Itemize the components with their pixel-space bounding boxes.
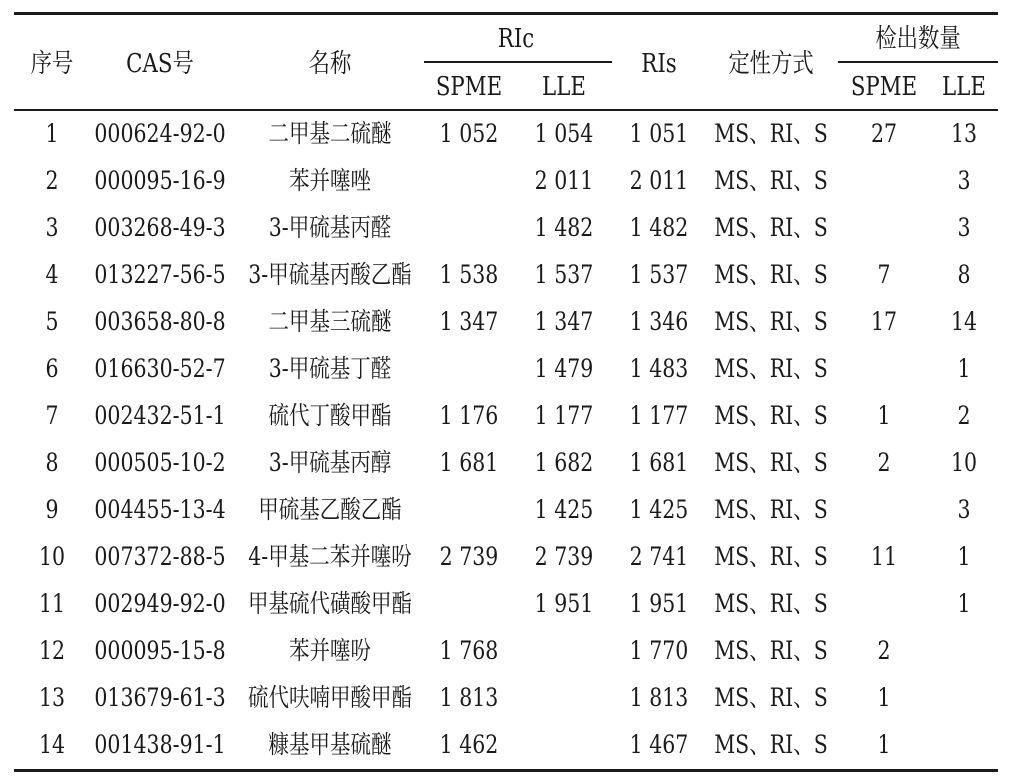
cell-ric-spme: 1 768 [439,636,499,665]
cell-no: 10 [38,542,66,571]
cell-ric-spme: 1 813 [439,683,499,712]
header-method: 定性方式 [728,49,814,79]
cell-ric-lle: 2 739 [534,542,594,571]
cell-detect-spme: 11 [870,542,898,571]
cell-name: 苯并噻吩 [288,636,372,665]
header-name: 名称 [308,49,352,79]
cell-name: 苯并噻唑 [288,166,372,195]
cell-ris: 1 467 [629,730,689,759]
cell-cas: 013679-61-3 [94,683,226,712]
cell-no: 11 [38,589,66,618]
cell-ric-lle: 1 951 [534,589,594,618]
cell-ric-lle: 1 537 [534,260,594,289]
cell-ric-lle: 1 054 [534,119,594,148]
cell-ris: 1 537 [629,260,689,289]
detect-sub-rule [838,61,998,63]
header-ric: RIc [497,24,535,54]
cell-ris: 2 741 [629,542,689,571]
cell-method: MS、RI、S [714,542,828,571]
cell-method: MS、RI、S [714,307,828,336]
cell-no: 5 [45,307,59,336]
cell-ris: 1 482 [629,213,689,242]
cell-cas: 016630-52-7 [94,354,226,383]
header-no: 序号 [30,49,74,79]
cell-ris: 1 425 [629,495,689,524]
cell-method: MS、RI、S [714,166,828,195]
header-ris: RIs [641,49,677,79]
cell-method: MS、RI、S [714,354,828,383]
cell-detect-spme: 2 [877,448,891,477]
cell-method: MS、RI、S [714,401,828,430]
cell-cas: 013227-56-5 [94,260,226,289]
cell-ric-lle: 2 011 [534,166,594,195]
cell-ris: 1 951 [629,589,689,618]
header-ric-spme: SPME [435,72,503,102]
cell-ric-lle: 1 479 [534,354,594,383]
cell-method: MS、RI、S [714,730,828,759]
cell-ric-lle: 1 682 [534,448,594,477]
cell-detect-spme: 1 [877,683,891,712]
cell-detect-lle: 8 [957,260,971,289]
cell-cas: 003658-80-8 [94,307,226,336]
header-detect: 检出数量 [875,24,961,54]
cell-no: 1 [45,119,59,148]
header-bottom-rule [14,109,998,111]
cell-ric-spme: 1 681 [439,448,499,477]
cell-detect-spme: 17 [870,307,898,336]
cell-no: 2 [45,166,59,195]
cell-no: 7 [45,401,59,430]
cell-name: 3-甲硫基丙醛 [268,213,392,242]
cell-ric-spme: 1 176 [439,401,499,430]
cell-name: 3-甲硫基丙酸乙酯 [248,260,412,289]
cell-ris: 1 770 [629,636,689,665]
ric-sub-rule [424,61,612,63]
cell-no: 4 [45,260,59,289]
cell-ris: 1 177 [629,401,689,430]
cell-no: 12 [38,636,66,665]
cell-detect-spme: 27 [870,119,898,148]
cell-ric-spme: 1 052 [439,119,499,148]
cell-detect-lle: 10 [950,448,978,477]
cell-ric-spme: 2 739 [439,542,499,571]
cell-method: MS、RI、S [714,495,828,524]
cell-cas: 002432-51-1 [94,401,226,430]
cell-ric-lle: 1 177 [534,401,594,430]
cell-ric-spme: 1 462 [439,730,499,759]
cell-ric-lle: 1 425 [534,495,594,524]
cell-ris: 1 813 [629,683,689,712]
cell-ric-spme: 1 538 [439,260,499,289]
cell-detect-lle: 13 [950,119,978,148]
cell-no: 3 [45,213,59,242]
cell-method: MS、RI、S [714,683,828,712]
cell-cas: 001438-91-1 [94,730,226,759]
cell-ric-spme: 1 347 [439,307,499,336]
cell-method: MS、RI、S [714,213,828,242]
header-ric-lle: LLE [542,72,586,102]
cell-name: 甲硫基乙酸乙酯 [258,495,402,524]
cell-detect-lle: 2 [957,401,971,430]
cell-cas: 002949-92-0 [94,589,226,618]
cell-ric-lle: 1 347 [534,307,594,336]
cell-cas: 004455-13-4 [94,495,226,524]
cell-name: 3-甲硫基丁醛 [268,354,392,383]
cell-detect-lle: 3 [957,213,971,242]
cell-name: 3-甲硫基丙醇 [268,448,392,477]
cell-cas: 000624-92-0 [94,119,226,148]
cell-detect-lle: 3 [957,495,971,524]
cell-ris: 1 483 [629,354,689,383]
cell-ris: 1 681 [629,448,689,477]
cell-detect-lle: 14 [950,307,978,336]
cell-name: 甲基硫代磺酸甲酯 [247,589,413,618]
cell-detect-spme: 2 [877,636,891,665]
cell-name: 二甲基二硫醚 [268,119,392,148]
cell-cas: 003268-49-3 [94,213,226,242]
cell-detect-spme: 1 [877,401,891,430]
header-detect-lle: LLE [942,72,986,102]
cell-method: MS、RI、S [714,636,828,665]
cell-no: 13 [38,683,66,712]
cell-detect-lle: 1 [957,589,971,618]
cell-ris: 2 011 [629,166,689,195]
cell-ris: 1 346 [629,307,689,336]
header-cas: CAS号 [126,49,194,79]
cell-name: 4-甲基二苯并噻吩 [248,542,412,571]
cell-detect-lle: 1 [957,354,971,383]
header-detect-spme: SPME [850,72,918,102]
cell-cas: 000095-16-9 [94,166,226,195]
cell-method: MS、RI、S [714,119,828,148]
cell-ric-lle: 1 482 [534,213,594,242]
cell-cas: 000505-10-2 [94,448,226,477]
cell-detect-spme: 1 [877,730,891,759]
cell-name: 二甲基三硫醚 [268,307,392,336]
cell-method: MS、RI、S [714,589,828,618]
cell-method: MS、RI、S [714,448,828,477]
cell-cas: 007372-88-5 [94,542,226,571]
table-bottom-rule [14,769,998,772]
cell-name: 糠基甲基硫醚 [268,730,392,759]
cell-name: 硫代呋喃甲酸甲酯 [247,683,413,712]
cell-name: 硫代丁酸甲酯 [268,401,392,430]
cell-method: MS、RI、S [714,260,828,289]
cell-detect-spme: 7 [877,260,891,289]
cell-detect-lle: 1 [957,542,971,571]
cell-no: 8 [45,448,59,477]
table-top-rule [14,12,998,15]
cell-no: 9 [45,495,59,524]
cell-no: 6 [45,354,59,383]
cell-no: 14 [38,730,66,759]
cell-ris: 1 051 [629,119,689,148]
cell-detect-lle: 3 [957,166,971,195]
cell-cas: 000095-15-8 [94,636,226,665]
